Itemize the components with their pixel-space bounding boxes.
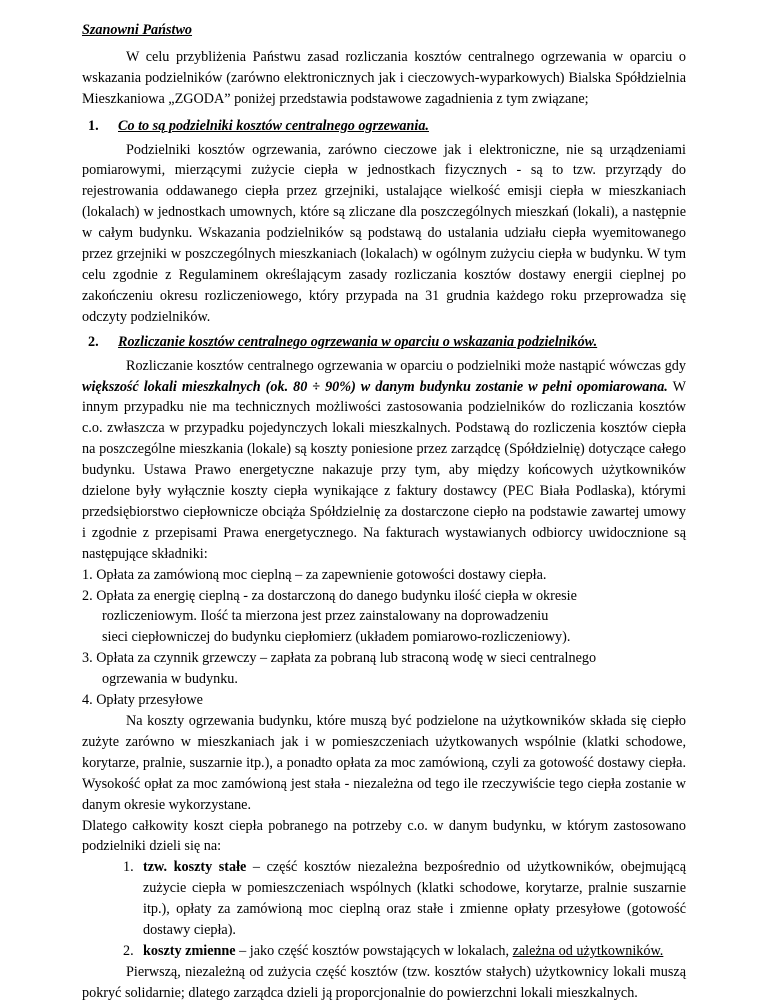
section-2-heading xyxy=(82,332,686,353)
invoice-item-4: 4. Opłaty przesyłowe xyxy=(82,692,203,709)
section-2-text-a: Rozliczanie kosztów centralnego ogrzewania w oparciu o podzielniki może nastąpić wówczas gdy xyxy=(126,357,686,374)
component-1-label: tzw. koszty stałe xyxy=(143,859,247,876)
section-2-paragraph xyxy=(82,356,686,565)
total-cost-paragraph: Dlatego całkowity koszt ciepła pobranego na potrzeby c.o. w danym budynku, w którym zastosowano podzielniki dzieli się na: xyxy=(82,817,686,855)
section-2-text-b: W innym przypadku nie ma technicznych możliwości zastosowania podzielników do rozliczania kosztów c.o. zwłaszcza w przypadku pojedynczych lokali mieszkalnych. Podstawą do rozliczenia kosztów ciepła na poszczególne mieszkania (lokale) są koszty poniesione przez zarządcę (Spółdzielnię) dotyczące całego budynku. Ustawa Prawo energetyczne nakazuje przy tym, aby między końcowych użytkowników dzielone były wyłącznie koszty ciepła wynikające z faktury dostawcy (PEC Biała Podlaska), którymi przedsiębiorstwo ciepłownicze obciąża Spółdzielnię za dostarczone ciepło na podstawie zawartej umowy i zgodnie z przepisami Prawa energetycznego. Na fakturach wystawianych odbiorcy uwidocznione są następujące składniki: xyxy=(82,378,687,562)
invoice-item-1: 1. Opłata za zamówioną moc cieplną – za zapewnienie gotowości dostawy ciepła. xyxy=(82,566,547,583)
component-1-text: – część kosztów niezależna bezpośrednio od użytkowników, obejmującą zużycie ciepła w pomieszczeniach wspólnych (klatki schodowe, korytarze, pralnie suszarnie itp.), opłaty za zamówioną moc cieplną oraz stałe i zmienne opłaty przesyłowe (gotowość dostawy ciepła). xyxy=(143,859,686,939)
component-2-underlined: zależna od użytkowników. xyxy=(512,942,664,959)
section-1-paragraph: Podzielniki kosztów ogrzewania, zarówno cieczowe jak i elektroniczne, nie są urządzeniami pomiarowymi, mierzącymi zużycie ciepła w jednostkach fizycznych - są to tzw. przyrządy do rejestrowania oddawanego ciepła przez grzejniki, ustalające wielkość emisji ciepła w mieszkaniach (lokalach) w jednostkach umownych, które są zliczane dla poszczególnych mieszkań (lokali), a następnie w całym budynku. Wskazania podzielników są podstawą do ustalania udziału ciepła wyemitowanego przez grzejniki w poszczególnych mieszkaniach (lokalach) w ogólnym zużyciu ciepła w budynku. W tym celu zgodnie z Regulaminem określającym zasady rozliczania kosztów dostawy energii cieplnej po zakończeniu okresu rozliczeniowego, który przypada na 31 grudnia każdego roku przeprowadza się odczyty podzielników. xyxy=(82,141,686,325)
costs-paragraph: Na koszty ogrzewania budynku, które muszą być podzielone na użytkowników składa się ciepło zużyte zarówno w mieszkaniach jak i w pomieszczeniach użytkowanych wspólnie (klatki schodowe, korytarze, pralnie, suszarnie itp.), a ponadto opłata za moc zamówioną, czyli za gotowość dostawy ciepła. Wysokość opłat za moc zamówioną jest stała - niezależna od tego ile rzeczywiście tego ciepła zostanie w danym okresie wykorzystane. xyxy=(82,713,686,813)
section-2-emphasis: większość lokali mieszkalnych (ok. 80 ÷ 90%) w danym budynku zostanie w pełni opomiarowana. xyxy=(82,378,668,395)
component-fixed-costs xyxy=(82,857,686,941)
component-variable-costs xyxy=(82,941,686,962)
invoice-item-2-cont: rozliczeniowym. Ilość ta mierzona jest przez zainstalowany na doprowadzeniu xyxy=(102,608,549,625)
component-2-label: koszty zmienne xyxy=(143,942,236,959)
document-page xyxy=(82,20,686,1004)
component-1-number: 1. xyxy=(123,859,134,876)
invoice-item-2: 2. Opłata za energię cieplną - za dostarczoną do danego budynku ilość ciepła w okresie xyxy=(82,587,577,604)
section-1-title: Co to są podzielniki kosztów centralnego ogrzewania. xyxy=(118,117,429,134)
invoice-item-3-cont: ogrzewania w budynku. xyxy=(102,671,238,688)
invoice-item-3: 3. Opłata za czynnik grzewczy – zapłata za pobraną lub straconą wodę w sieci centralnego xyxy=(82,650,597,667)
component-2-number: 2. xyxy=(123,942,134,959)
section-2-number: 2. xyxy=(88,333,99,350)
section-1-number: 1. xyxy=(88,117,99,134)
intro-paragraph: W celu przybliżenia Państwu zasad rozliczania kosztów centralnego ogrzewania w oparciu o wskazania podzielników (zarówno elektronicznych jak i cieczowych-wyparkowych) Bialska Spółdzielnia Mieszkaniowa „ZGODA” poniżej przedstawia podstawowe zagadnienia z tym związane; xyxy=(82,48,686,107)
invoice-items-list xyxy=(82,565,686,711)
component-2-text: – jako część kosztów powstających w lokalach, xyxy=(235,942,513,959)
section-2-title: Rozliczanie kosztów centralnego ogrzewania w oparciu o wskazania podzielników. xyxy=(118,333,598,350)
invoice-item-2-cont-2: sieci ciepłowniczej do budynku ciepłomierz (układem pomiarowo-rozliczeniowy). xyxy=(102,629,571,646)
fixed-costs-paragraph: Pierwszą, niezależną od zużycia część kosztów (tzw. kosztów stałych) użytkownicy lokali muszą pokryć solidarnie; dlatego zarządca dzieli ją proporcjonalnie do powierzchni lokali mieszkalnych. xyxy=(82,963,686,1001)
greeting: Szanowni Państwo xyxy=(82,22,193,38)
section-1-heading xyxy=(82,116,686,137)
